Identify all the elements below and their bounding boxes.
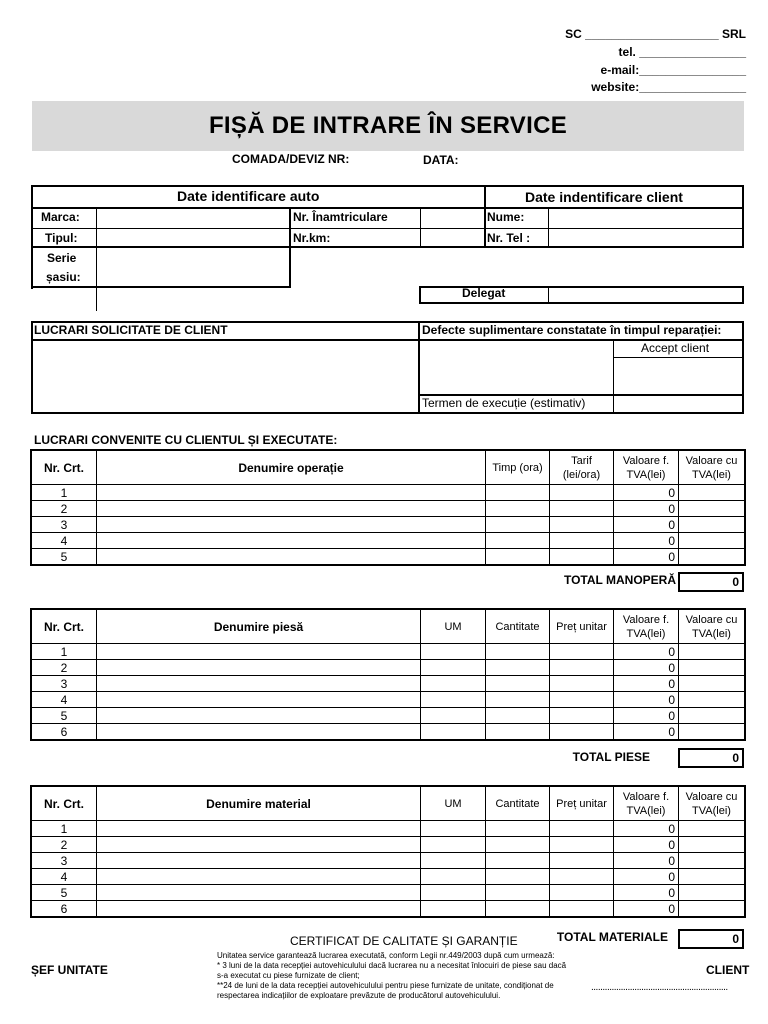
nr-inmatriculare-label: Nr. Înamtriculare bbox=[293, 210, 388, 224]
company-sc: SC ____________________ SRL bbox=[565, 27, 746, 41]
delegat-label: Delegat bbox=[462, 286, 506, 300]
guarantee-line: **24 de luni de la data recepției autovehiculului pentru piese furnizate de unitate, condiționat de bbox=[217, 981, 554, 990]
accept-client-label: Accept client bbox=[641, 341, 710, 355]
materials-header-um: UM bbox=[421, 787, 486, 821]
labor-header-timp: Timp (ora) bbox=[486, 451, 550, 485]
table-row: 5 0 bbox=[32, 885, 745, 901]
table-row: 4 0 bbox=[32, 533, 745, 549]
tipul-label: Tipul: bbox=[45, 231, 78, 245]
table-row: 2 0 bbox=[32, 501, 745, 517]
guarantee-line: * 3 luni de la data recepției autovehiculului dacă lucrarea nu a necesitat înlocuiri de piese sau dacă bbox=[217, 961, 567, 970]
client-label: CLIENT bbox=[706, 963, 750, 977]
company-tel: tel. ________________ bbox=[618, 45, 746, 59]
labor-header-valoare-cu: Valoare cu TVA(lei) bbox=[679, 451, 745, 485]
table-row: 5 0 bbox=[32, 708, 745, 724]
labor-table bbox=[31, 450, 745, 565]
lucrari-solicitate-label: LUCRARI SOLICITATE DE CLIENT bbox=[34, 323, 228, 337]
labor-header-valoare-f: Valoare f. TVA(lei) bbox=[614, 451, 679, 485]
requests-section bbox=[31, 321, 744, 414]
company-email: e-mail:________________ bbox=[600, 63, 746, 77]
nume-label: Nume: bbox=[487, 210, 525, 224]
sasiu-label: șasiu: bbox=[46, 270, 81, 284]
labor-header-tarif: Tarif (lei/ora) bbox=[550, 451, 614, 485]
labor-total-label: TOTAL MANOPERĂ bbox=[563, 573, 676, 587]
labor-total-value: 0 bbox=[678, 572, 744, 592]
parts-header-valoare-f: Valoare f. TVA(lei) bbox=[614, 610, 679, 644]
marca-label: Marca: bbox=[41, 210, 80, 224]
labor-section-title: LUCRARI CONVENITE CU CLIENTUL ȘI EXECUTATE: bbox=[34, 433, 338, 447]
table-row: 3 0 bbox=[32, 676, 745, 692]
table-row: 5 0 bbox=[32, 549, 745, 565]
table-row: 6 0 bbox=[32, 724, 745, 740]
materials-total-label: TOTAL MATERIALE bbox=[556, 930, 668, 944]
materials-header-pret: Preț unitar bbox=[550, 787, 614, 821]
table-row: 2 0 bbox=[32, 660, 745, 676]
serie-label: Serie bbox=[47, 251, 77, 265]
certificat-title: CERTIFICAT DE CALITATE ȘI GARANȚIE bbox=[290, 934, 518, 948]
materials-total-value: 0 bbox=[678, 929, 744, 949]
parts-header-denumire: Denumire piesă bbox=[97, 610, 421, 644]
table-row: 4 0 bbox=[32, 869, 745, 885]
labor-header-nr: Nr. Crt. bbox=[32, 451, 97, 485]
title-bar bbox=[32, 101, 744, 151]
table-row: 1 0 bbox=[32, 644, 745, 660]
guarantee-line: s-a executat cu piese furnizate de client; bbox=[217, 971, 360, 980]
parts-total-value: 0 bbox=[678, 748, 744, 768]
materials-table bbox=[31, 786, 745, 917]
defecte-label: Defecte suplimentare constatate în timpul reparației: bbox=[422, 323, 722, 337]
parts-header-pret: Preț unitar bbox=[550, 610, 614, 644]
parts-header-cantitate: Cantitate bbox=[486, 610, 550, 644]
guarantee-line: Unitatea service garantează lucrarea executată, conform Legii nr.449/2003 după cum urmează: bbox=[217, 951, 555, 960]
materials-header-denumire: Denumire material bbox=[97, 787, 421, 821]
data-label: DATA: bbox=[423, 153, 459, 167]
table-row: 1 0 bbox=[32, 485, 745, 501]
client-signature-line: ............................................................ bbox=[591, 982, 728, 993]
table-row: 2 0 bbox=[32, 837, 745, 853]
nr-km-label: Nr.km: bbox=[293, 231, 331, 245]
parts-table bbox=[31, 609, 745, 740]
materials-header-nr: Nr. Crt. bbox=[32, 787, 97, 821]
nr-tel-label: Nr. Tel : bbox=[487, 231, 531, 245]
sef-unitate-label: ȘEF UNITATE bbox=[31, 963, 108, 977]
materials-header-cantitate: Cantitate bbox=[486, 787, 550, 821]
client-header: Date indentificare client bbox=[525, 189, 683, 205]
comanda-label: COMADA/DEVIZ NR: bbox=[232, 152, 350, 166]
materials-header-valoare-f: Valoare f. TVA(lei) bbox=[614, 787, 679, 821]
guarantee-text bbox=[217, 951, 577, 1001]
parts-header-nr: Nr. Crt. bbox=[32, 610, 97, 644]
table-row: 1 0 bbox=[32, 821, 745, 837]
parts-total-label: TOTAL PIESE bbox=[572, 750, 650, 764]
parts-header-um: UM bbox=[421, 610, 486, 644]
table-row: 3 0 bbox=[32, 517, 745, 533]
labor-header-denumire: Denumire operație bbox=[97, 451, 486, 485]
table-row: 4 0 bbox=[32, 692, 745, 708]
termen-label: Termen de execuție (estimativ) bbox=[422, 396, 586, 410]
company-website: website:________________ bbox=[591, 80, 746, 94]
page-title: FIȘĂ DE INTRARE ÎN SERVICE bbox=[208, 112, 568, 139]
guarantee-line: respectarea indicațiilor de exploatare prevăzute de producătorul autovehiculului. bbox=[217, 991, 501, 1000]
parts-header-valoare-cu: Valoare cu TVA(lei) bbox=[679, 610, 745, 644]
auto-header: Date identificare auto bbox=[177, 188, 320, 204]
table-row: 6 0 bbox=[32, 901, 745, 917]
table-row: 3 0 bbox=[32, 853, 745, 869]
materials-header-valoare-cu: Valoare cu TVA(lei) bbox=[679, 787, 745, 821]
identification-section bbox=[31, 185, 744, 289]
